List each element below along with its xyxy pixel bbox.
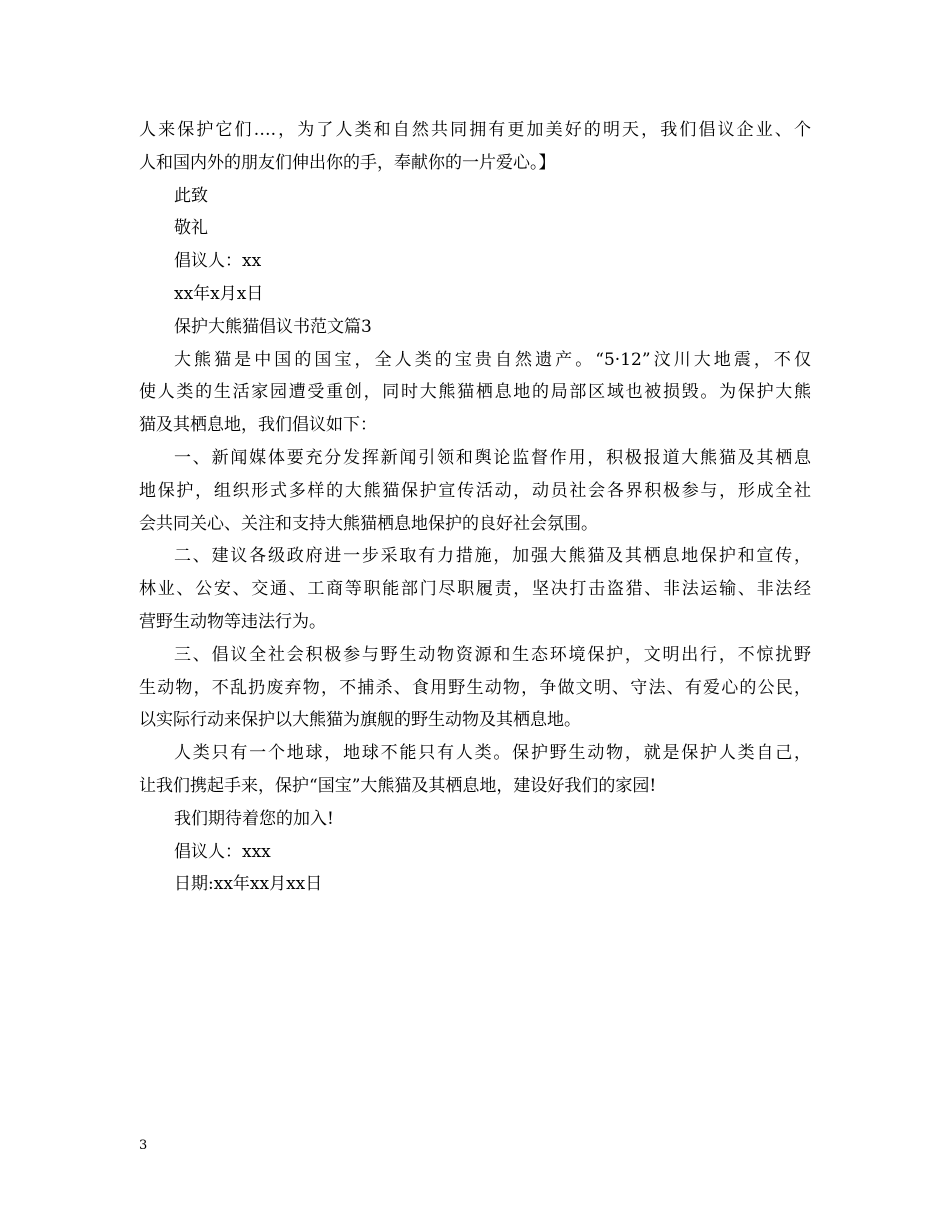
page-number: 3 [139, 1138, 148, 1153]
closing-salutation: 此致 [174, 185, 208, 206]
paragraph-line: 营野生动物等违法行为。 [139, 611, 326, 632]
paragraph-line: 我们期待着您的加入! [174, 808, 334, 829]
paragraph-line: 二、建议各级政府进一步采取有力措施，加强大熊猫及其栖息地保护和宣传， [174, 546, 811, 567]
signatory: 倡议人：xx [174, 251, 262, 272]
paragraph-line: 人类只有一个地球，地球不能只有人类。保护野生动物，就是保护人类自己， [174, 743, 811, 764]
paragraph-line: 林业、公安、交通、工商等职能部门尽职履责，坚决打击盗猎、非法运输、非法经 [139, 579, 811, 600]
paragraph-line: 以实际行动来保护以大熊猫为旗舰的野生动物及其栖息地。 [139, 710, 581, 731]
paragraph-line: 人和国内外的朋友们伸出你的手，奉献你的一片爱心。】 [139, 152, 556, 173]
paragraph-line: 生动物，不乱扔废弃物，不捕杀、食用野生动物，争做文明、守法、有爱心的公民， [139, 677, 811, 698]
signatory: 倡议人：xxx [174, 841, 271, 862]
signature-date: 日期:xx年xx月xx日 [174, 874, 323, 895]
signature-date: xx年x月x日 [174, 283, 264, 304]
paragraph-line: 让我们携起手来，保护“国宝”大熊猫及其栖息地，建设好我们的家园! [139, 775, 657, 796]
paragraph-line: 使人类的生活家园遭受重创，同时大熊猫栖息地的局部区域也被损毁。为保护大熊 [139, 382, 811, 403]
closing-regards: 敬礼 [174, 218, 208, 239]
document-body [139, 114, 811, 901]
paragraph-line: 地保护，组织形式多样的大熊猫保护宣传活动，动员社会各界积极参与，形成全社 [139, 480, 811, 501]
paragraph-line: 人来保护它们….，为了人类和自然共同拥有更加美好的明天，我们倡议企业、个 [139, 120, 811, 140]
paragraph-line: 一、新闻媒体要充分发挥新闻引领和舆论监督作用，积极报道大熊猫及其栖息 [174, 447, 811, 468]
paragraph-line: 会共同关心、关注和支持大熊猫栖息地保护的良好社会氛围。 [139, 513, 598, 534]
section-title: 保护大熊猫倡议书范文篇3 [174, 316, 372, 337]
paragraph-line: 三、倡议全社会积极参与野生动物资源和生态环境保护，文明出行，不惊扰野 [174, 644, 811, 665]
paragraph-line: 猫及其栖息地，我们倡议如下： [139, 415, 377, 436]
paragraph-line: 大熊猫是中国的国宝，全人类的宝贵自然遗产。“5·12”汶川大地震，不仅 [174, 349, 811, 370]
